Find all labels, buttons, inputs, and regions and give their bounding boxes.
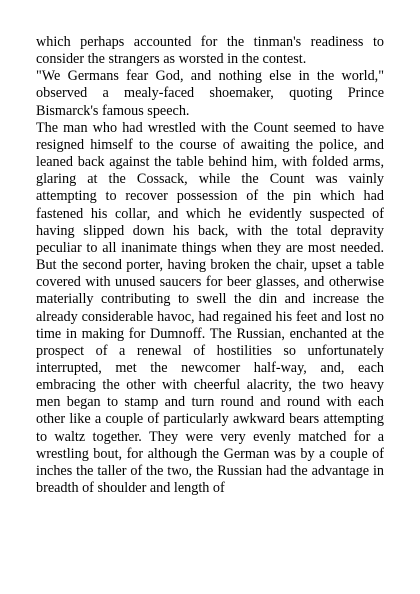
paragraph-shoemaker-quote: "We Germans fear God, and nothing else in the world," observed a mealy-faced shoemaker, quoting Prince Bismarck's famous speech. (36, 68, 384, 119)
paragraph-continuation: which perhaps accounted for the tinman's readiness to consider the strangers as worsted in the contest. (36, 34, 384, 68)
document-page (36, 34, 384, 497)
paragraph-wrestling-scene: The man who had wrestled with the Count seemed to have resigned himself to the course of awaiting the police, and leaned back against the table behind him, with folded arms, glaring at the Cossack, while the Count was vainly attempting to recover possession of the pin which had fastened his collar, and which he evidently suspected of having slipped down his back, with the total depravity peculiar to all inanimate things when they are most needed. But the second porter, having broken the chair, upset a table covered with unused saucers for beer glasses, and otherwise materially contributing to swell the din and increase the already considerable havoc, had regained his feet and lost no time in making for Dumnoff. The Russian, enchanted at the prospect of a renewal of hostilities so unfortunately interrupted, met the newcomer half-way, and, each embracing the other with cheerful alacrity, the two heavy men began to stamp and turn round and round with each other like a couple of particularly awkward bears attempting to waltz together. They were very evenly matched for a wrestling bout, for although the German was by a couple of inches the taller of the two, the Russian had the advantage in breadth of shoulder and length of (36, 119, 384, 497)
